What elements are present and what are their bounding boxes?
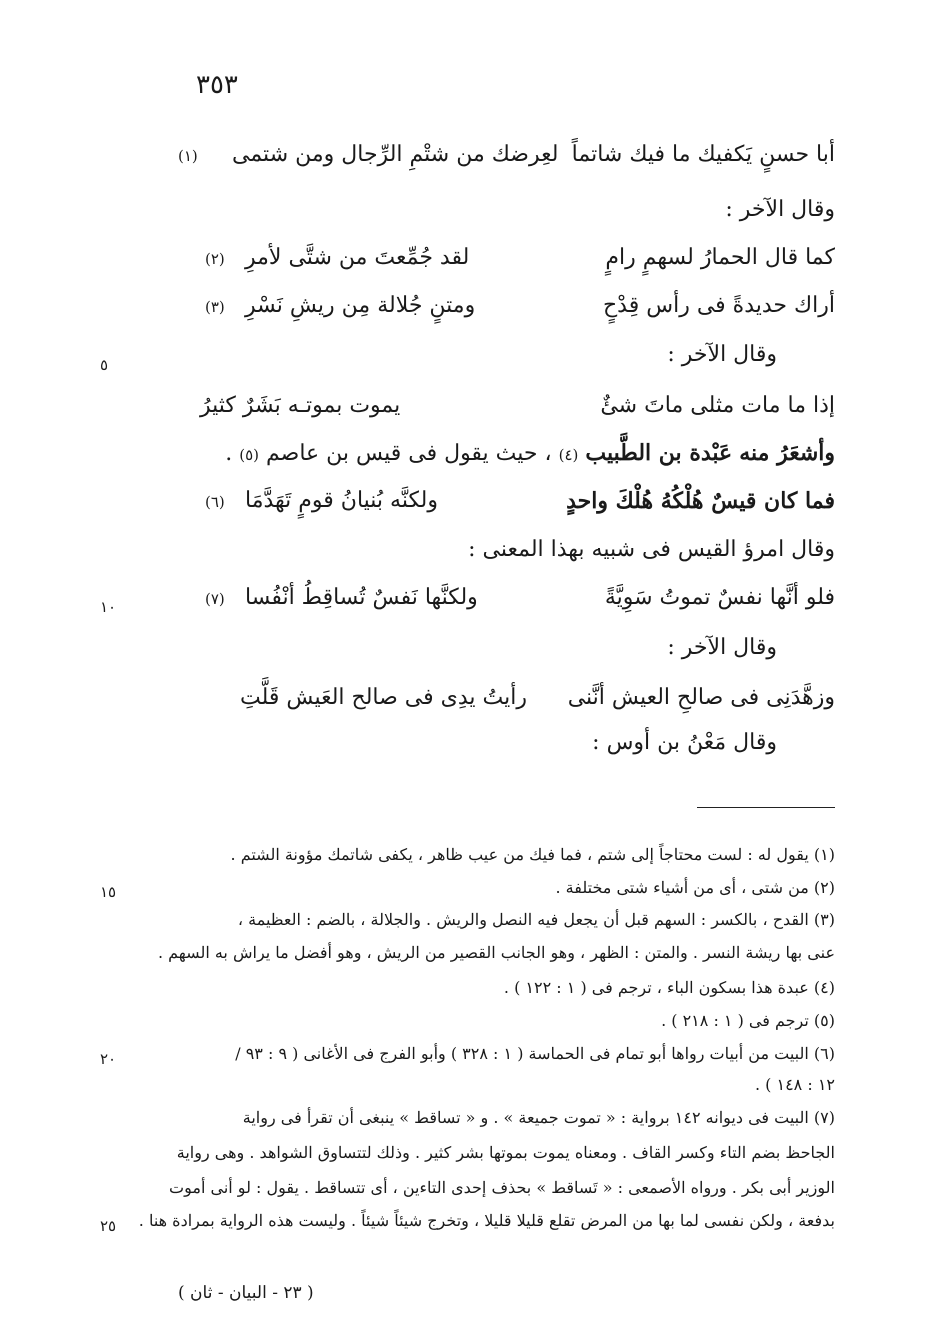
- prose-abda-rest: ، حيث يقول فى قيس بن عاصم: [266, 441, 552, 466]
- prose-intro-2: وقال الآخر :: [667, 342, 777, 367]
- page-number: ٣٥٣: [196, 70, 238, 100]
- prose-imru-intro: وقال امرؤ القيس فى شبيه بهذا المعنى :: [468, 537, 835, 562]
- footnote-6: (٦) البيت من أبيات رواها أبو تمام فى الحماسة ( ١ : ٣٢٨ ) وأبو الفرج فى الأغانى ( ٩ : ٩٣ /: [235, 1044, 835, 1063]
- prose-abda-line: [225, 440, 835, 466]
- footnote-3-cont: عنى بها ريشة النسر . والمتن : الظهر ، وهو الجانب القصير من الريش ، وهو أفضل ما يراش به السهم .: [157, 943, 835, 962]
- line-number-5: ٥: [100, 356, 109, 374]
- prose-intro-3: وقال الآخر :: [667, 635, 777, 660]
- verse-7-second-hemistich: رأيتُ يدِى فى صالح العَيش قَلَّتِ: [240, 685, 527, 710]
- prose-abda-end: .: [225, 441, 233, 466]
- line-number-15: ١٥: [100, 883, 117, 901]
- note-ref-5: (٥): [239, 446, 260, 464]
- footnote-7-cont-1: الجاحظ بضم التاء وكسر القاف . ومعناه يموت بموتها بشر كثير . وذلك لتتساوق الشواهد . وهى رواية: [176, 1143, 835, 1162]
- footnote-7: (٧) البيت فى ديوانه ١٤٢ برواية : « تموت جميعة » . و « تساقط » ينبغى أن تقرأ فى رواية: [242, 1108, 835, 1127]
- verse-2-first-hemistich: كما قال الحمارُ لسهمٍ رامٍ: [605, 245, 835, 270]
- verse-5-second-hemistich: ولكنَّه بُنيانُ قومٍ تَهَدَّمَا: [245, 488, 438, 513]
- line-number-10: ١٠: [100, 598, 117, 616]
- footnote-3: (٣) القدح ، بالكسر : السهم قبل أن يجعل فيه النصل والريش . والجلالة ، بالضم : العظيمة ،: [237, 910, 835, 929]
- prose-abda-lead: وأشعَرُ منه: [739, 440, 835, 466]
- verse-6-second-hemistich: ولكنَّها نَفسٌ تُساقِطُ أنْفُسا: [245, 585, 478, 610]
- poet-name: عَبْدة بن الطَّبيب: [585, 440, 733, 466]
- footnote-7-cont-3: بدفعة ، ولكن نفسى لما بها من المرض تقلع قليلا قليلا ، وتخرج شيئاً شيئاً . وليست هذه الرواية بمرادة هنا .: [138, 1211, 835, 1230]
- prose-intro-maan: وقال مَعْنُ بن أوس :: [592, 730, 777, 755]
- footnote-divider: [697, 807, 835, 808]
- footnote-7-cont-2: الوزير أبى بكر . ورواه الأصمعى : « تَساقط » بحذف إحدى التاءين ، أى تتساقط . يقول : لو أنى أموت: [169, 1178, 835, 1197]
- verse-4-second-hemistich: يموت بموتـه بَشَرٌ كثيرُ: [200, 393, 401, 418]
- verse-1-note: (١): [178, 147, 198, 165]
- verse-1-second-hemistich: لعِرضك من شتْمِ الرِّجال ومن شتمى: [232, 142, 559, 167]
- footnote-2: (٢) من شتى ، أى من أشياء شتى مختلفة .: [555, 878, 835, 897]
- prose-intro-1: وقال الآخر :: [725, 197, 835, 222]
- note-ref-4: (٤): [558, 446, 579, 464]
- verse-3-note: (٣): [205, 298, 225, 316]
- verse-2-note: (٢): [205, 250, 225, 268]
- verse-2-second-hemistich: لقد جُمِّعتَ من شتَّى لأمرِ: [245, 245, 470, 270]
- verse-3-first-hemistich: أراك حديدةً فى رأس قِدْحٍ: [602, 293, 835, 318]
- footnote-4: (٤) عبدة هذا بسكون الباء ، ترجم فى ( ١ : ١٢٢ ) .: [503, 978, 835, 997]
- line-number-20: ٢٠: [100, 1050, 117, 1068]
- verse-5-first-hemistich: فما كان قيسٌ هُلْكُهُ هُلْكَ واحدٍ: [566, 488, 835, 514]
- verse-7-first-hemistich: وزهَّدَنِى فى صالحِ العيش أنَّنى: [567, 685, 835, 710]
- verse-3-second-hemistich: ومتنٍ جُلالة مِن ريشِ نَسْرِ: [245, 293, 476, 318]
- footnote-1: (١) يقول له : لست محتاجاً إلى شتم ، فما فيك من عيب ظاهر ، يكفى شاتمك مؤونة الشتم .: [230, 845, 835, 864]
- verse-6-first-hemistich: فلو أنَّها نفسٌ تموتُ سَوِيَّةً: [604, 585, 835, 610]
- verse-5-note: (٦): [205, 493, 225, 511]
- verse-4-first-hemistich: إذا ما مات مثلى ماتَ شئٌ: [600, 393, 835, 418]
- footnote-5: (٥) ترجم فى ( ١ : ٢١٨ ) .: [661, 1011, 835, 1030]
- line-number-25: ٢٥: [100, 1217, 117, 1235]
- verse-6-note: (٧): [205, 590, 225, 608]
- signature-mark: ( ٢٣ - البيان - ثان ): [178, 1283, 314, 1303]
- footnote-6-cont: ١٢ : ١٤٨ ) .: [754, 1075, 835, 1094]
- verse-1-first-hemistich: أبا حسنٍ يَكفيك ما فيك شاتماً: [571, 142, 835, 167]
